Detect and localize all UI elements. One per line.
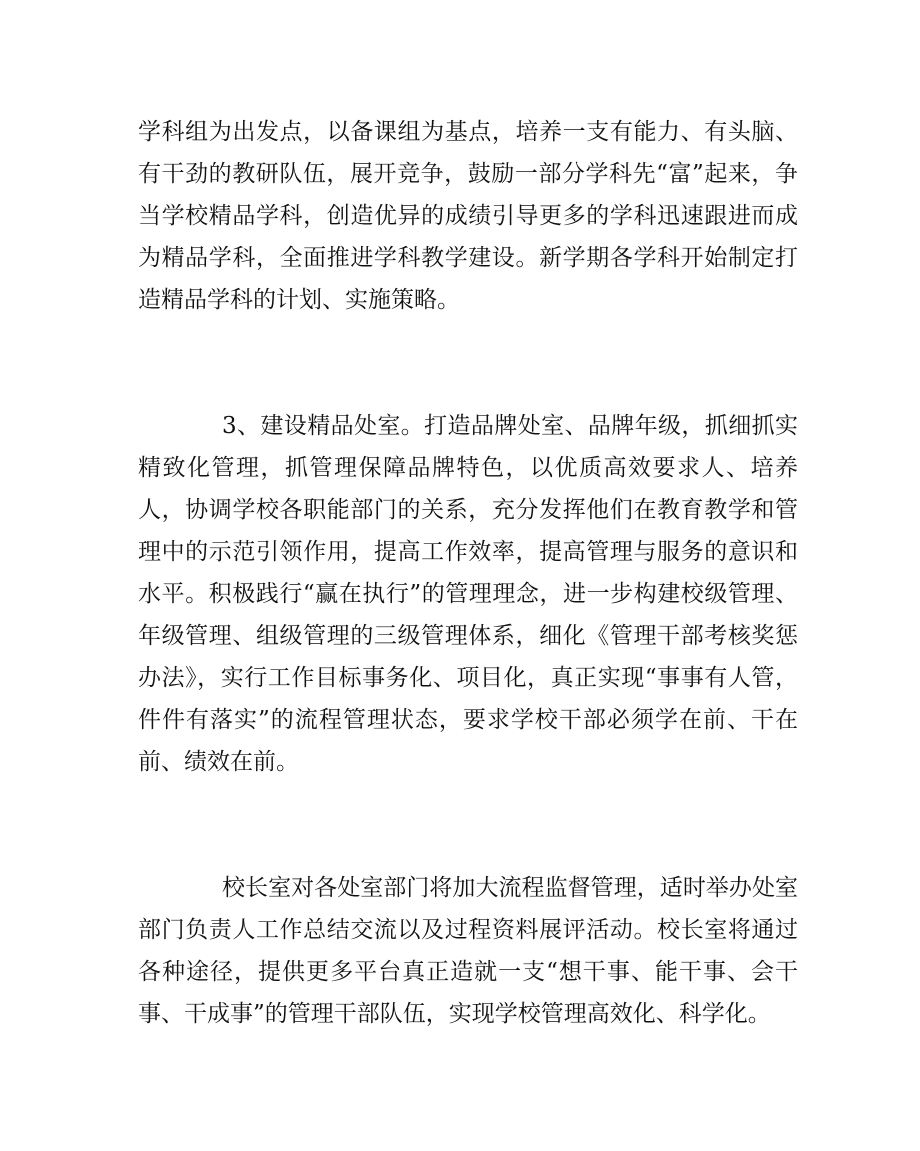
paragraph-1: 学科组为出发点，以备课组为基点，培养一支有能力、有头脑、有干劲的教研队伍，展开竞争，鼓励一部分学科先“富”起来，争当学校精品学科，创造优异的成绩引导更多的学科迅速跟进而成为精品学科，全面推进学科教学建设。新学期各学科开始制定打造精品学科的计划、实施策略。 xyxy=(138,119,798,313)
document-body xyxy=(138,111,798,1035)
paragraph-2: 3、建设精品处室。打造品牌处室、品牌年级，抓细抓实精致化管理，抓管理保障品牌特色，以优质高效要求人、培养人，协调学校各职能部门的关系，充分发挥他们在教育教学和管理中的示范引领作用，提高工作效率，提高管理与服务的意识和水平。积极践行“赢在执行”的管理理念，进一步构建校级管理、年级管理、组级管理的三级管理体系，细化《管理干部考核奖惩办法》，实行工作目标事务化、项目化，真正实现“事事有人管，件件有落实”的流程管理状态，要求学校干部必须学在前、干在前、绩效在前。 xyxy=(138,413,798,775)
paragraph-3: 校长室对各处室部门将加大流程监督管理，适时举办处室部门负责人工作总结交流以及过程资料展评活动。校长室将通过各种途径，提供更多平台真正造就一支“想干事、能干事、会干事、干成事”的管理干部队伍，实现学校管理高效化、科学化。 xyxy=(138,875,798,1027)
